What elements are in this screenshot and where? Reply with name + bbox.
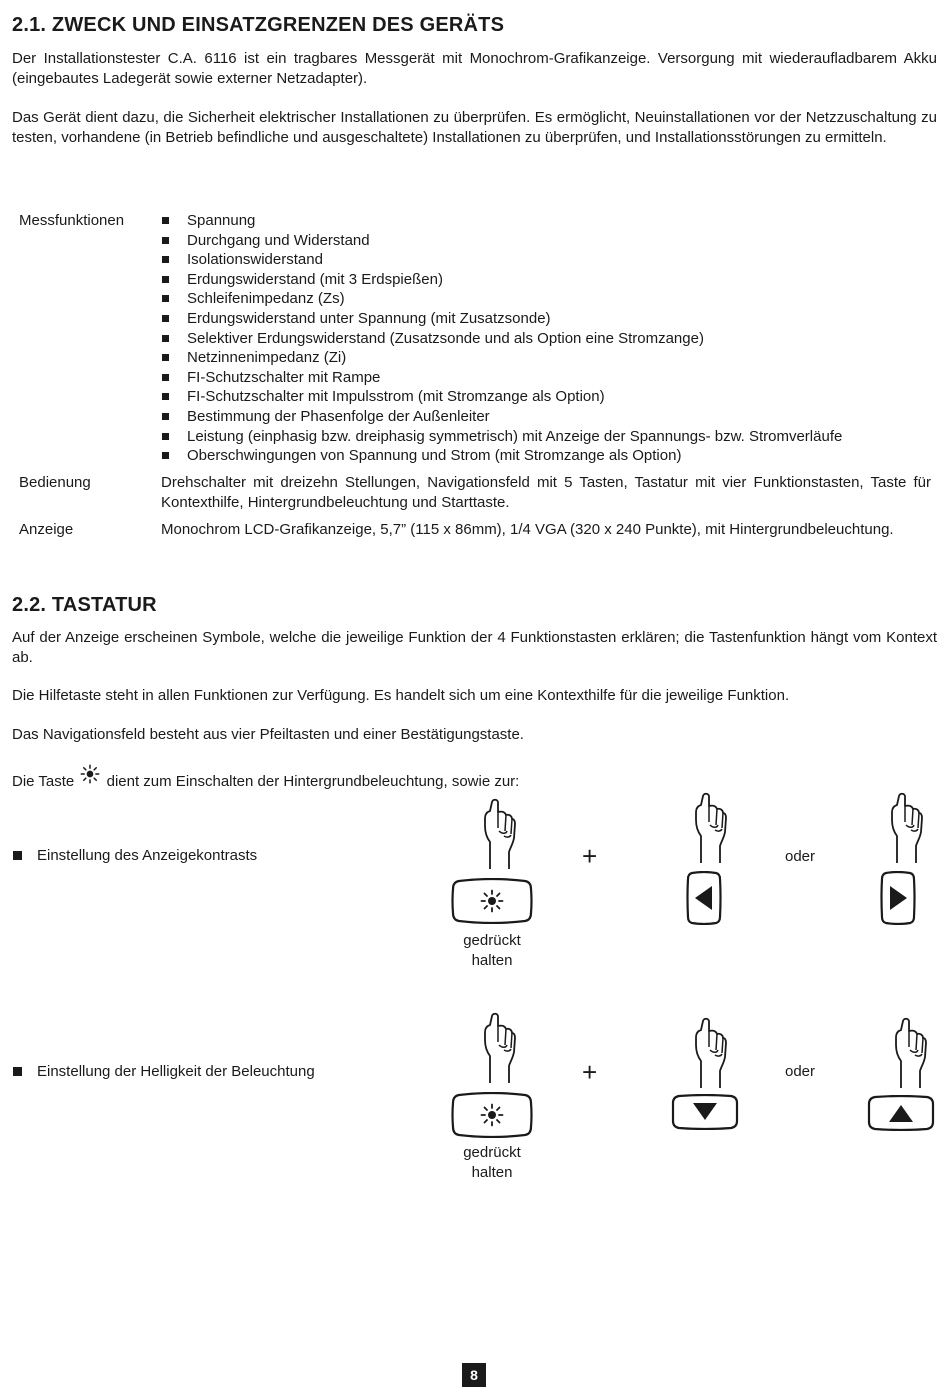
arrow-down-key-icon	[671, 1094, 739, 1130]
keyboard-paragraph-1: Auf der Anzeige erscheinen Symbole, welche die jeweilige Funktion der 4 Funktionstasten erklären; die Tastenfunktion hängt vom Kontext ab.	[12, 629, 937, 666]
plus-sign: +	[582, 841, 598, 871]
pointing-hand-icon	[892, 1017, 928, 1089]
hold-caption-line2: halten	[471, 951, 513, 969]
arrow-up-key-icon	[867, 1095, 935, 1131]
list-item: Schleifenimpedanz (Zs)	[161, 289, 842, 309]
plus-sign: +	[582, 1057, 598, 1087]
bullet-square-icon	[13, 851, 22, 860]
backlight-paragraph	[12, 768, 519, 792]
display-label: Anzeige	[19, 521, 74, 538]
pointing-hand-icon	[481, 798, 517, 870]
oder-label: oder	[785, 1063, 816, 1080]
arrow-right-key-icon	[880, 871, 916, 925]
purpose-paragraph: Das Gerät dient dazu, die Sicherheit elektrischer Installationen zu überprüfen. Es ermöglicht, Neuinstallationen vor der Netzzuschaltung zu testen, vorhandene (in Betrieb befindliche und ausgeschaltete) Installationen zu überprüfen, und Installationsstörungen zu ermitteln.	[12, 109, 937, 146]
list-item: Leistung (einphasig bzw. dreiphasig symmetrisch) mit Anzeige der Spannungs- bzw. Stromverläufe	[161, 427, 842, 447]
sun-icon	[80, 764, 100, 784]
hold-caption	[447, 931, 537, 970]
pointing-hand-icon	[481, 1012, 517, 1084]
list-item: Erdungswiderstand unter Spannung (mit Zusatzsonde)	[161, 309, 842, 329]
list-item: Spannung	[161, 211, 842, 231]
backlight-key-icon	[451, 1092, 533, 1138]
hold-caption-line1: gedrückt	[463, 1144, 521, 1161]
contrast-label: Einstellung des Anzeigekontrasts	[37, 847, 258, 864]
pointing-hand-icon	[692, 792, 728, 864]
operation-label: Bedienung	[19, 474, 91, 491]
page-number: 8	[462, 1363, 486, 1387]
list-item: Oberschwingungen von Spannung und Strom (mit Stromzange als Option)	[161, 446, 842, 466]
functions-label: Messfunktionen	[19, 212, 125, 229]
brightness-label: Einstellung der Helligkeit der Beleuchtung	[37, 1063, 315, 1080]
intro-paragraph: Der Installationstester C.A. 6116 ist ein tragbares Messgerät mit Monochrom-Grafikanzeige. Versorgung mit wiederaufladbarem Akku (eingebautes Ladegerät sowie externer Netzadapter).	[12, 50, 937, 87]
backlight-key-icon	[451, 878, 533, 924]
hold-caption	[447, 1143, 537, 1182]
keyboard-paragraph-3: Das Navigationsfeld besteht aus vier Pfeiltasten und einer Bestätigungstaste.	[12, 726, 524, 743]
hold-caption-line1: gedrückt	[463, 932, 521, 949]
backlight-text-after: dient zum Einschalten der Hintergrundbeleuchtung, sowie zur:	[106, 773, 520, 790]
section-title-keyboard: 2.2. TASTATUR	[12, 594, 157, 616]
bullet-square-icon	[13, 1067, 22, 1076]
list-item: Selektiver Erdungswiderstand (Zusatzsonde und als Option eine Stromzange)	[161, 329, 842, 349]
arrow-left-key-icon	[686, 871, 722, 925]
pointing-hand-icon	[692, 1017, 728, 1089]
oder-label: oder	[785, 848, 816, 865]
section-title-purpose: 2.1. ZWECK UND EINSATZGRENZEN DES GERÄTS	[12, 14, 505, 36]
functions-list	[161, 211, 842, 466]
pointing-hand-icon	[888, 792, 924, 864]
list-item: Netzinnenimpedanz (Zi)	[161, 348, 842, 368]
list-item: Erdungswiderstand (mit 3 Erdspießen)	[161, 270, 842, 290]
list-item: FI-Schutzschalter mit Impulsstrom (mit Stromzange als Option)	[161, 387, 842, 407]
display-text: Monochrom LCD-Grafikanzeige, 5,7” (115 x 86mm), 1/4 VGA (320 x 240 Punkte), mit Hintergrundbeleuchtung.	[161, 521, 894, 538]
list-item: Durchgang und Widerstand	[161, 231, 842, 251]
hold-caption-line2: halten	[471, 1163, 513, 1181]
operation-text: Drehschalter mit dreizehn Stellungen, Navigationsfeld mit 5 Tasten, Tastatur mit vier Funktionstasten, Taste für Kontexthilfe, Hintergrundbeleuchtung und Starttaste.	[161, 474, 931, 511]
keyboard-paragraph-2: Die Hilfetaste steht in allen Funktionen zur Verfügung. Es handelt sich um eine Kontexthilfe für die jeweilige Funktion.	[12, 687, 790, 704]
list-item: Bestimmung der Phasenfolge der Außenleiter	[161, 407, 842, 427]
backlight-text-before: Die Taste	[12, 773, 75, 790]
list-item: Isolationswiderstand	[161, 250, 842, 270]
list-item: FI-Schutzschalter mit Rampe	[161, 368, 842, 388]
